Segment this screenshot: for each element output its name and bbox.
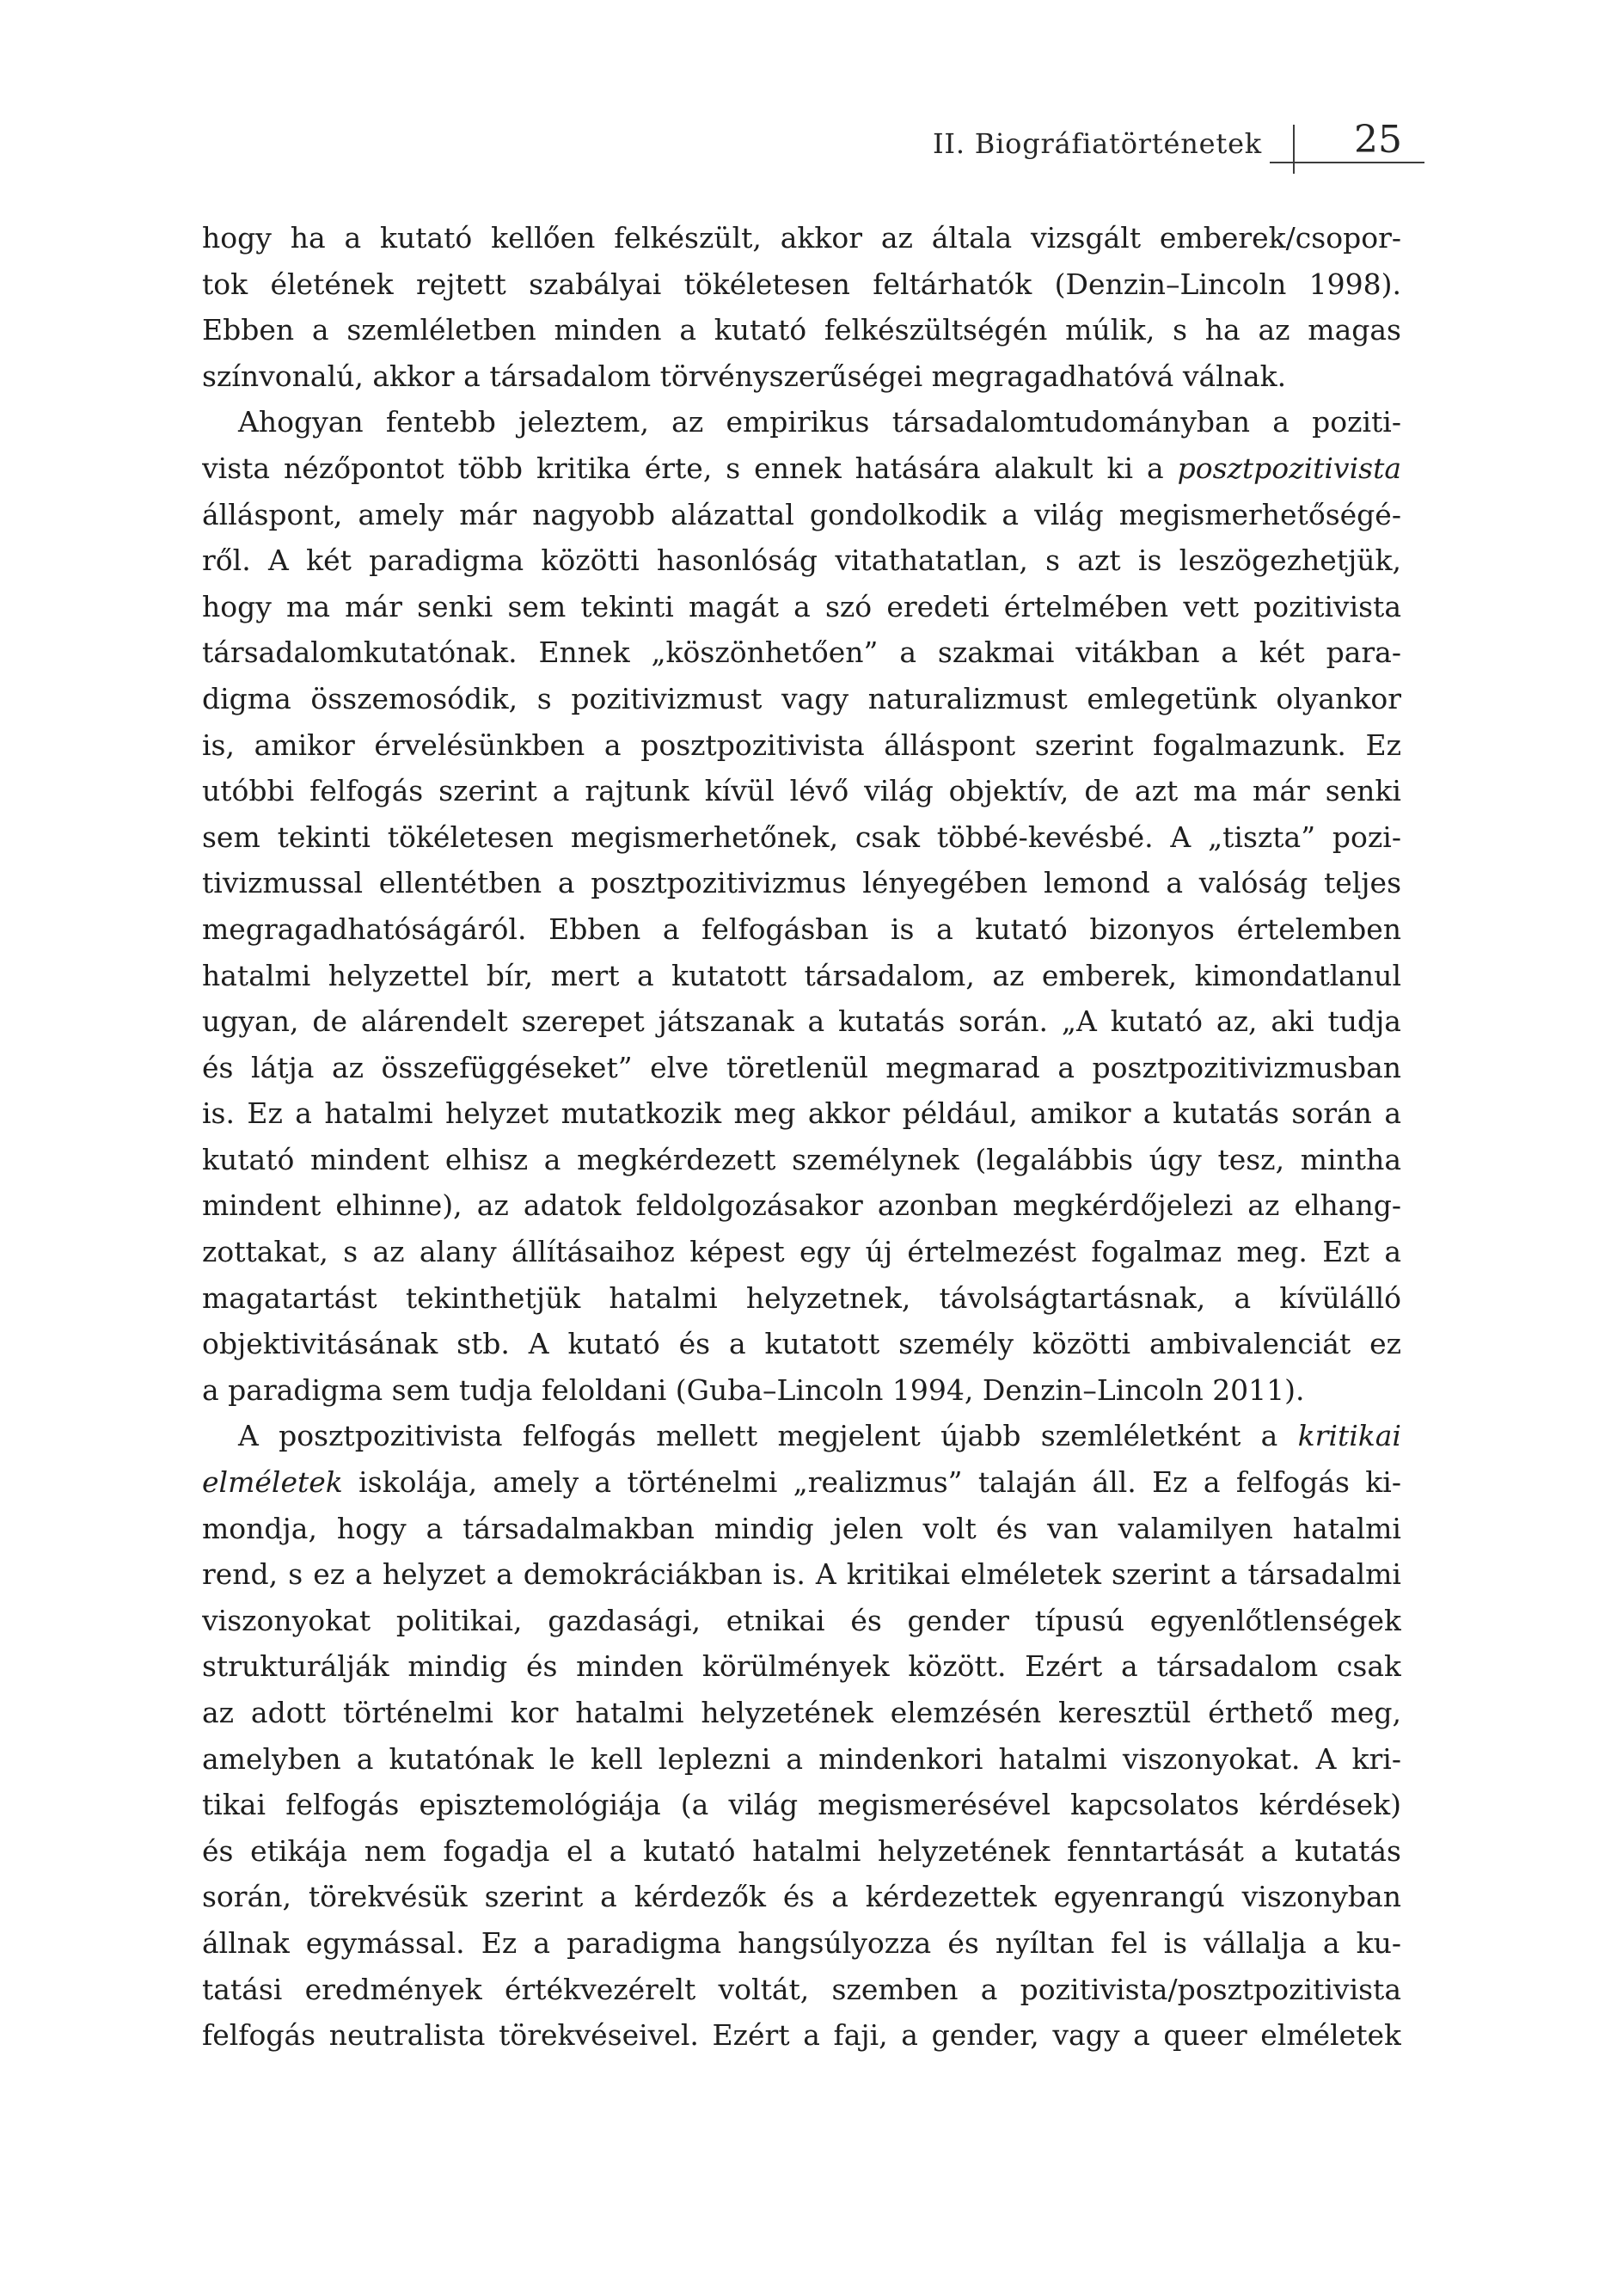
text-line [202, 722, 1401, 769]
running-head-section-title: II. Biográfiatörténetek [932, 127, 1262, 160]
text-segment: is. Ez a hatalmi helyzet mutatkozik meg akkor például, amikor a kutatás során a [202, 1096, 1401, 1131]
text-line [202, 1506, 1401, 1552]
text-line [202, 1920, 1401, 1967]
text-line [202, 1090, 1401, 1137]
text-line [202, 1874, 1401, 1920]
text-segment: felfogás neutralista törekvéseivel. Ezért a faji, a gender, vagy a queer elméletek [202, 2018, 1401, 2053]
text-segment: amelyben a kutatónak le kell leplezni a mindenkori hatalmi viszonyokat. A kri- [202, 1741, 1401, 1776]
page-header [0, 0, 1605, 198]
text-line [202, 1551, 1401, 1598]
text-line [202, 492, 1401, 538]
text-line [202, 953, 1401, 999]
text-segment: is, amikor érvelésünkben a posztpozitivista álláspont szerint fogalmazunk. Ez [202, 727, 1401, 762]
text-line [202, 1967, 1401, 2013]
text-segment: objektivitásának stb. A kutató és a kutatott személy közötti ambivalenciát ez [202, 1327, 1401, 1361]
text-segment: társadalomkutatónak. Ennek „köszönhetően” a szakmai vitákban a két para- [202, 635, 1401, 670]
text-line [202, 1598, 1401, 1644]
italic-text-segment: elméletek [202, 1465, 343, 1500]
text-segment: és etikája nem fogadja el a kutató hatalmi helyzetének fenntartását a kutatás [202, 1833, 1401, 1868]
text-segment: ről. A két paradigma közötti hasonlóság vitathatatlan, s azt is leszögezhetjük, [202, 543, 1401, 578]
text-line [202, 1367, 1401, 1414]
text-segment: állnak egymással. Ez a paradigma hangsúlyozza és nyíltan fel is vállalja a ku- [202, 1925, 1401, 1960]
text-line [202, 1459, 1401, 1506]
text-segment: színvonalú, akkor a társadalom törvényszerűségei megragadhatóvá válnak. [202, 359, 1287, 393]
text-line [202, 1229, 1401, 1275]
text-segment: zottakat, s az alany állításaihoz képest egy új értelmezést fogalmaz meg. Ezt a [202, 1235, 1401, 1269]
header-horizontal-rule [1270, 162, 1424, 163]
text-line [202, 906, 1401, 953]
text-segment: viszonyokat politikai, gazdasági, etnikai és gender típusú egyenlőtlenségek [202, 1603, 1401, 1637]
text-line [202, 676, 1401, 722]
text-line [202, 1643, 1401, 1690]
text-segment: tok életének rejtett szabályai tökéletesen feltárhatók (Denzin–Lincoln 1998). [202, 267, 1401, 301]
text-line [202, 399, 1401, 445]
text-segment: vista nézőpontot több kritika érte, s ennek hatására alakult ki a [202, 451, 1178, 485]
text-line [202, 353, 1401, 400]
text-line [202, 261, 1401, 308]
text-line [202, 584, 1401, 630]
text-line [202, 1045, 1401, 1091]
text-segment: digma összemosódik, s pozitivizmust vagy naturalizmust emlegetünk olyankor [202, 681, 1401, 715]
text-line [202, 1690, 1401, 1736]
text-line [202, 1413, 1401, 1459]
text-segment: hatalmi helyzettel bír, mert a kutatott társadalom, az emberek, kimondatlanul [202, 958, 1401, 992]
text-segment: kutató mindent elhisz a megkérdezett személynek (legalábbis úgy tesz, mintha [202, 1142, 1401, 1176]
text-segment: magatartást tekinthetjük hatalmi helyzetnek, távolságtartásnak, a kívülálló [202, 1280, 1401, 1315]
text-line [202, 1782, 1401, 1828]
text-segment: mondja, hogy a társadalmakban mindig jelen volt és van valamilyen hatalmi [202, 1511, 1401, 1545]
text-segment: tivizmussal ellentétben a posztpozitivizmus lényegében lemond a valóság teljes [202, 866, 1401, 900]
text-segment: hogy ma már senki sem tekinti magát a szó eredeti értelmében vett pozitivista [202, 589, 1401, 623]
text-segment: álláspont, amely már nagyobb alázattal gondolkodik a világ megismerhetőségé- [202, 497, 1401, 531]
text-segment: sem tekinti tökéletesen megismerhetőnek, csak többé-kevésbé. A „tiszta” pozi- [202, 820, 1401, 854]
text-segment: mindent elhinne), az adatok feldolgozásakor azonban megkérdőjelezi az elhang- [202, 1188, 1401, 1223]
text-line [202, 1736, 1401, 1783]
text-segment: megragadhatóságáról. Ebben a felfogásban is a kutató bizonyos értelemben [202, 912, 1401, 946]
text-segment: utóbbi felfogás szerint a rajtunk kívül lévő világ objektív, de azt ma már senki [202, 774, 1401, 808]
text-line [202, 1828, 1401, 1875]
text-segment: A posztpozitivista felfogás mellett megjelent újabb szemléletként a [238, 1419, 1298, 1453]
text-segment: iskolája, amely a történelmi „realizmus” talaján áll. Ez a felfogás ki- [342, 1465, 1401, 1500]
text-line [202, 445, 1401, 492]
text-line [202, 307, 1401, 353]
text-line [202, 215, 1401, 261]
text-segment: tikai felfogás episztemológiája (a világ megismerésével kapcsolatos kérdések) [202, 1788, 1401, 1822]
text-segment: a paradigma sem tudja feloldani (Guba–Lincoln 1994, Denzin–Lincoln 2011). [202, 1372, 1305, 1407]
page-number: 25 [1354, 118, 1402, 162]
text-segment: ugyan, de alárendelt szerepet játszanak a kutatás során. „A kutató az, aki tudja [202, 1004, 1401, 1039]
text-line [202, 768, 1401, 814]
text-segment: tatási eredmények értékvezérelt voltát, szemben a pozitivista/posztpozitivista [202, 1972, 1401, 2006]
text-segment: hogy ha a kutató kellően felkészült, akkor az általa vizsgált emberek/csopor- [202, 221, 1401, 255]
text-line [202, 629, 1401, 676]
text-segment: az adott történelmi kor hatalmi helyzetének elemzésén keresztül érthető meg, [202, 1696, 1401, 1729]
body-text-block [202, 215, 1401, 2059]
text-line [202, 2012, 1401, 2059]
text-segment: során, törekvésük szerint a kérdezők és a kérdezettek egyenrangú viszonyban [202, 1880, 1401, 1914]
text-line [202, 860, 1401, 906]
italic-text-segment: kritikai [1297, 1419, 1401, 1453]
text-line [202, 1182, 1401, 1229]
header-vertical-rule [1293, 125, 1295, 174]
text-segment: strukturálják mindig és minden körülmények között. Ezért a társadalom csak [202, 1649, 1401, 1684]
text-line [202, 1137, 1401, 1183]
text-segment: Ebben a szemléletben minden a kutató felkészültségén múlik, s ha az magas [202, 313, 1401, 347]
text-segment: és látja az összefüggéseket” elve töretlenül megmarad a posztpozitivizmusban [202, 1050, 1401, 1084]
text-line [202, 998, 1401, 1045]
italic-text-segment: posztpozitivista [1177, 451, 1401, 485]
text-segment: rend, s ez a helyzet a demokráciákban is. A kritikai elméletek szerint a társadalmi [202, 1557, 1401, 1592]
text-line [202, 1321, 1401, 1367]
text-line [202, 537, 1401, 584]
text-line [202, 814, 1401, 861]
text-line [202, 1275, 1401, 1322]
text-segment: Ahogyan fentebb jeleztem, az empirikus társadalomtudományban a poziti- [238, 405, 1401, 439]
